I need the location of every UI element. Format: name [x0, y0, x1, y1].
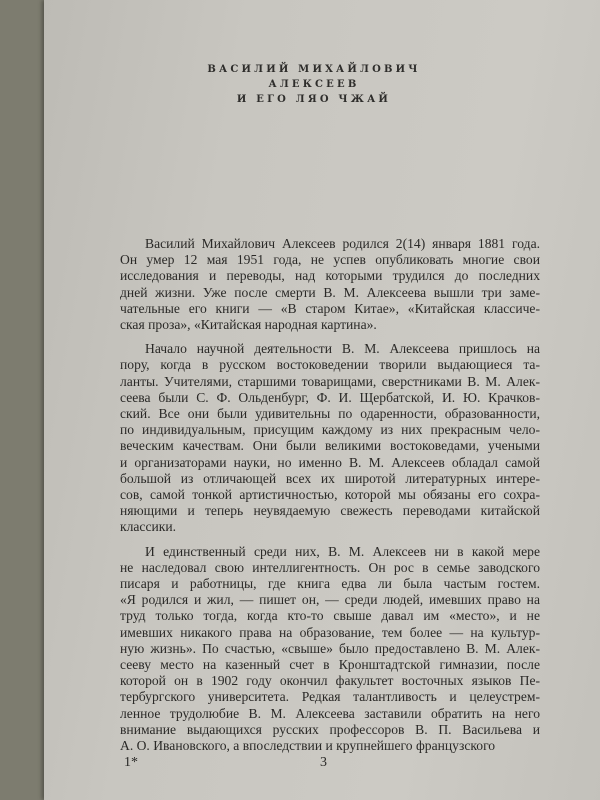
text-line: исследования и переводы, над которыми трудился до последних — [120, 268, 540, 284]
chapter-title-line-1: ВАСИЛИЙ МИХАЙЛОВИЧ АЛЕКСЕЕВ — [207, 64, 421, 90]
text-line: большой из отличающей всех их широтой литературных интере- — [120, 470, 540, 486]
text-line: дней жизни. Уже после смерти В. М. Алексеева вышли три заме- — [120, 284, 540, 300]
text-line: классики. — [120, 519, 177, 535]
text-line: веческим качествам. Они были великими востоковедами, учеными — [120, 438, 540, 454]
text-line: по индивидуальным, присущим каждому из них прекрасным чело- — [120, 422, 540, 438]
text-line: чательные его книги — «В старом Китае», «Китайская классиче- — [120, 300, 540, 316]
text-line: ленное трудолюбие В. М. Алексеева заставили обратить на него — [120, 705, 540, 721]
text-line: ская проза», «Китайская народная картина». — [120, 317, 377, 333]
paragraph — [120, 341, 540, 535]
chapter-title — [164, 62, 464, 107]
text-line: няющими и теперь неувядаемую свежесть переводами китайской — [120, 503, 540, 519]
text-line: тербургского университета. Редкая талантливость и целеустрем- — [120, 689, 540, 705]
text-line: и организаторами науки, но именно В. М. Алексеев обладал самой — [120, 454, 540, 470]
text-line: Начало научной деятельности В. М. Алексеева пришлось на — [145, 341, 540, 357]
text-line: внимание выдающихся русских профессоров В. П. Васильева и — [120, 721, 540, 737]
text-line: ную жизнь». По счастью, «свыше» было предоставлено В. М. Алек- — [120, 640, 540, 656]
text-line: имевших никакого права на образование, тем более — на культур- — [120, 624, 540, 640]
page-number: 3 — [320, 755, 327, 770]
text-line: писаря и работницы, где книга едва ли была частым гостем. — [120, 576, 540, 592]
text-line: И единственный среди них, В. М. Алексеев ни в какой мере — [145, 543, 540, 559]
text-line: ский. Все они были удивительны по одаренности, образованности, — [120, 406, 540, 422]
paragraph — [120, 236, 540, 333]
paragraph — [120, 544, 540, 755]
text-line: сеева были С. Ф. Ольденбург, Ф. И. Щербатской, И. Ю. Крачков- — [120, 389, 540, 405]
text-line: «Я родился и жил, — пишет он, — среди людей, имевших право на — [120, 592, 540, 608]
text-line: пору, когда в русском востоковедении творили выдающиеся та- — [120, 357, 540, 373]
chapter-title-line-2: И ЕГО ЛЯО ЧЖАЙ — [236, 94, 392, 105]
text-line: труд только тогда, когда кто-то свыше давал им «место», и не — [120, 608, 540, 624]
book-page — [44, 0, 600, 800]
text-line: сееву место на казенный счет в Кронштадтской гимназии, после — [120, 657, 540, 673]
signature-mark: 1* — [124, 755, 138, 770]
text-line: сов, самой тонкой артистичностью, которой мы обязаны его сохра- — [120, 487, 540, 503]
text-line: ланты. Учителями, старшими товарищами, сверстниками В. М. Алек- — [120, 373, 540, 389]
body-text — [120, 236, 540, 762]
text-line: которой он в 1902 году окончил факультет восточных языков Пе- — [120, 673, 540, 689]
text-line: Василий Михайлович Алексеев родился 2(14) января 1881 года. — [145, 236, 540, 251]
text-line: А. О. Ивановского, а впоследствии и крупнейшего французского — [120, 738, 496, 754]
text-line: Он умер 12 мая 1951 года, не успев опубликовать многие свои — [120, 252, 540, 268]
text-line: не наследовал свою интеллигентность. Он рос в семье заводского — [120, 559, 540, 575]
